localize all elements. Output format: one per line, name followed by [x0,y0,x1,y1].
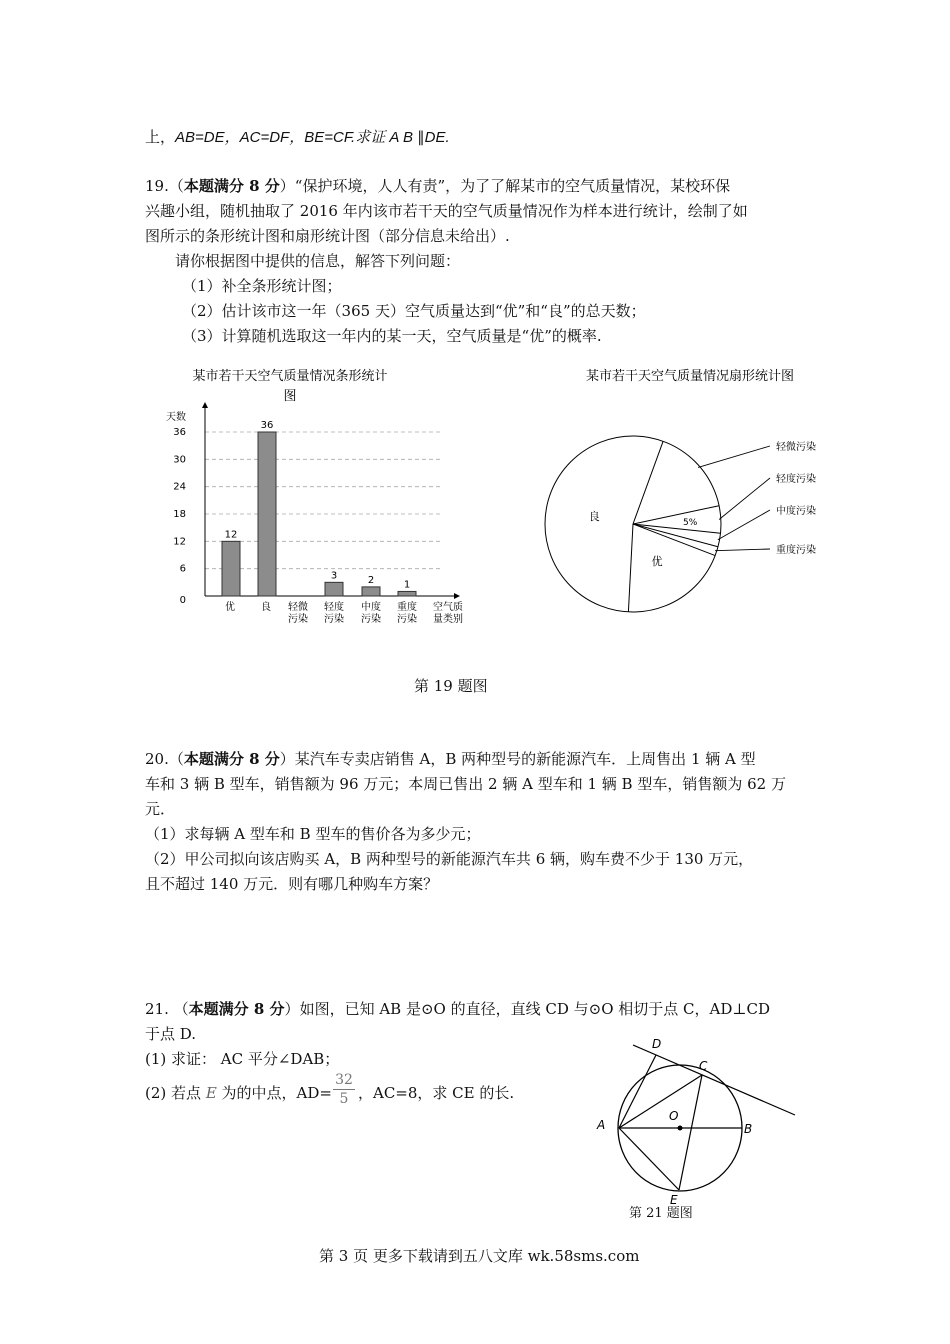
pie-leader-line [719,478,770,519]
x-category-label: 污染 [288,614,308,625]
segment-ce [679,1075,702,1190]
q21-frac-num: 32 [333,1071,355,1090]
q19-points: 本题满分 8 分 [183,177,280,195]
pie-leader-line [698,446,770,467]
label-d: D [652,1037,662,1051]
pie-outside-label: 轻度污染 [776,474,816,485]
bar-value-label: 12 [224,529,238,541]
tangent-line-cd [633,1045,795,1115]
bar-4 [362,587,380,596]
pie-outside-label: 重度污染 [776,545,816,556]
y-tick-label: 12 [173,536,186,548]
q21-caption: 第 21 题图 [629,1206,693,1221]
circle-figure [590,1030,810,1230]
x-category-label: 轻度 [324,602,344,613]
x-category-label: 污染 [397,614,417,625]
pie-slice-edge [633,524,718,547]
pie-outside-label: 中度污染 [776,506,816,517]
segment-ac [619,1075,702,1128]
pie-slice-edge [633,441,663,524]
top-line-prefix: 上， [145,128,176,146]
pie-outside-label: 轻微污染 [776,442,816,453]
q21-sub2-b: 为的中点，AD= [221,1084,332,1102]
bar-chart-title: 某市若干天空气质量情况条形统计 [192,369,388,384]
q20-number: 20. [145,750,169,768]
q19-sub3: （3）计算随机选取这一年内的某一天，空气质量是“优”的概率. [182,327,602,345]
x-category-label: 污染 [324,614,344,625]
pie-slice-edge [633,506,719,524]
x-category-label: 污染 [361,614,381,625]
bar-0 [222,541,240,596]
q19-caption: 第 19 题图 [414,677,488,695]
q20-line3: 元． [145,800,176,818]
q21-points: 本题满分 8 分 [188,1000,285,1018]
label-o: O [669,1109,679,1123]
bar-value-label: 36 [260,420,274,431]
bar-value-label: 3 [330,570,338,582]
q21-point-e: E [205,1084,217,1102]
x-category-label: 中度 [361,602,381,613]
bar-chart-ylabel: 天数 [166,412,186,423]
q19-number: 19. [145,177,169,195]
segment-ad [619,1055,656,1128]
pie-chart [530,360,830,620]
y-tick-label: 24 [173,481,186,493]
q19-sub2: （2）估计该市这一年（365 天）空气质量达到“优”和“良”的总天数； [182,302,646,320]
q21-paren-close: ） [284,1000,300,1018]
segment-ae [619,1128,679,1190]
bar-5 [398,591,416,596]
q21-line2: 于点 D. [145,1025,197,1043]
q20-text1: 某汽车专卖店销售 A，B 两种型号的新能源汽车．上周售出 1 辆 A 型 [294,750,756,768]
q21-line1 [145,999,770,1019]
q20-points: 本题满分 8 分 [183,750,280,768]
q19-paren-close: ） [279,177,295,195]
pie-leader-line [715,549,770,551]
q20-paren-close: ） [279,750,295,768]
q19-line2: 兴趣小组，随机抽取了 2016 年内该市若干天的空气质量情况作为样本进行统计，绘制了如 [145,202,748,220]
x-axis-arrow [454,593,460,599]
top-line-formula: AB=DE，AC=DF，BE=CF.求证 A B ∥DE. [175,129,450,146]
y-axis-arrow [202,402,208,408]
q19-paren-open: （ [168,177,184,195]
bar-chart-title-wrap: 图 [283,389,297,404]
q20-paren-open: （ [168,750,184,768]
x-category-label: 良 [261,602,271,613]
q20-sub3: 且不超过 140 万元．则有哪几种购车方案？ [145,875,439,893]
label-e: E [670,1193,678,1207]
y-tick-label: 36 [173,427,186,438]
q20-sub1: （1）求每辆 A 型车和 B 型车的售价各为多少元； [145,825,481,843]
q21-fraction [333,1071,355,1108]
bar-chart-xlabel-wrap: 量类别 [433,614,463,625]
label-b: B [744,1122,753,1136]
q21-text1: 如图，已知 AB 是⊙O 的直径，直线 CD 与⊙O 相切于点 C，AD⊥CD [299,1000,770,1018]
q19-line3: 图所示的条形统计图和扇形统计图（部分信息未给出）. [145,227,510,245]
x-category-label: 优 [225,602,235,613]
label-a: A [597,1118,606,1132]
q21-frac-den: 5 [339,1091,349,1107]
label-c: C [699,1059,708,1073]
bar-chart-xlabel: 空气质 [433,602,463,613]
q19-sub1: （1）补全条形统计图； [182,277,342,295]
y-tick-label: 0 [179,595,186,606]
top-line [145,127,450,148]
bar-chart [150,360,470,635]
q20-line2: 车和 3 辆 B 型车，销售额为 96 万元；本周已售出 2 辆 A 型车和 1 辆 B 型车，销售额为 62 万 [145,775,786,793]
q19-line1 [145,176,730,196]
q21-sub1: (1) 求证： AC 平分∠DAB； [145,1050,340,1068]
q19-line4: 请你根据图中提供的信息，解答下列问题： [175,252,461,270]
q21-sub2-c: ，AC=8，求 CE 的长. [357,1084,515,1102]
y-tick-label: 30 [173,454,186,466]
bar-1 [258,432,276,596]
x-category-label: 重度 [397,602,417,613]
pie-percent-label: 5% [682,518,698,529]
pie-chart-title: 某市若干天空气质量情况扇形统计图 [585,369,795,384]
center-dot [678,1126,683,1131]
bar-value-label: 1 [403,579,411,591]
q21-number: 21. [145,1000,169,1018]
y-tick-label: 18 [173,509,186,520]
x-category-label: 轻微 [288,602,308,613]
pie-slice-label-1: 优 [651,554,663,568]
y-tick-label: 6 [179,563,186,575]
q21-sub2-a: (2) 若点 [145,1084,202,1102]
q21-paren-open: （ [173,1000,189,1018]
page-footer: 第 3 页 更多下载请到五八文库 wk.58sms.com [319,1247,640,1265]
pie-slice-label-0: 良 [588,510,600,524]
pie-slice-edge [628,524,633,612]
q21-sub2 [145,1083,514,1103]
q20-line1 [145,749,756,769]
bar-value-label: 2 [367,574,375,586]
q20-sub2: （2）甲公司拟向该店购买 A，B 两种型号的新能源汽车共 6 辆，购车费不少于 130 万元， [145,850,754,868]
q19-text1: “保护环境，人人有责”，为了了解某市的空气质量情况，某校环保 [294,177,731,195]
bar-3 [325,582,343,596]
